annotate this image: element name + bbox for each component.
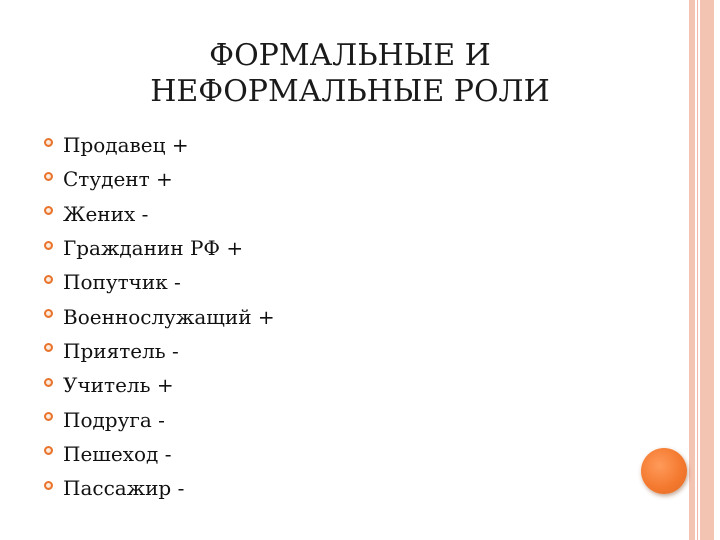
list-item bbox=[44, 128, 275, 162]
circle-bullet-icon bbox=[44, 481, 53, 490]
circle-bullet-icon bbox=[44, 309, 53, 318]
decorative-stripe bbox=[700, 0, 714, 540]
slide-title-line-2: НЕФОРМАЛЬНЫЕ РОЛИ bbox=[150, 74, 550, 109]
list-item-text: Подруга - bbox=[63, 407, 165, 432]
roles-list bbox=[44, 128, 275, 505]
list-item bbox=[44, 368, 275, 402]
list-item-text: Пассажир - bbox=[63, 476, 185, 501]
list-item bbox=[44, 231, 275, 265]
circle-bullet-icon bbox=[44, 206, 53, 215]
circle-bullet-icon bbox=[44, 343, 53, 352]
list-item-text: Учитель + bbox=[63, 373, 174, 398]
list-item bbox=[44, 437, 275, 471]
slide-title-line-1: ФОРМАЛЬНЫЕ И bbox=[209, 38, 491, 73]
circle-bullet-icon bbox=[44, 378, 53, 387]
list-item-text: Военнослужащий + bbox=[63, 304, 275, 329]
list-item-text: Жених - bbox=[63, 201, 149, 226]
list-item bbox=[44, 265, 275, 299]
list-item bbox=[44, 471, 275, 505]
decorative-stripe bbox=[689, 0, 695, 540]
list-item-text: Студент + bbox=[63, 167, 173, 192]
orange-circle-decoration bbox=[641, 448, 687, 494]
list-item bbox=[44, 197, 275, 231]
list-item-text: Пешеход - bbox=[63, 441, 172, 466]
circle-bullet-icon bbox=[44, 138, 53, 147]
list-item-text: Гражданин РФ + bbox=[63, 236, 244, 261]
circle-bullet-icon bbox=[44, 241, 53, 250]
list-item bbox=[44, 299, 275, 333]
list-item bbox=[44, 402, 275, 436]
list-item-text: Попутчик - bbox=[63, 270, 181, 295]
circle-bullet-icon bbox=[44, 172, 53, 181]
circle-bullet-icon bbox=[44, 275, 53, 284]
circle-bullet-icon bbox=[44, 412, 53, 421]
decorative-line bbox=[697, 0, 698, 540]
slide-title bbox=[100, 38, 600, 110]
circle-bullet-icon bbox=[44, 446, 53, 455]
list-item-text: Приятель - bbox=[63, 338, 179, 363]
list-item bbox=[44, 334, 275, 368]
list-item bbox=[44, 162, 275, 196]
list-item-text: Продавец + bbox=[63, 133, 189, 158]
